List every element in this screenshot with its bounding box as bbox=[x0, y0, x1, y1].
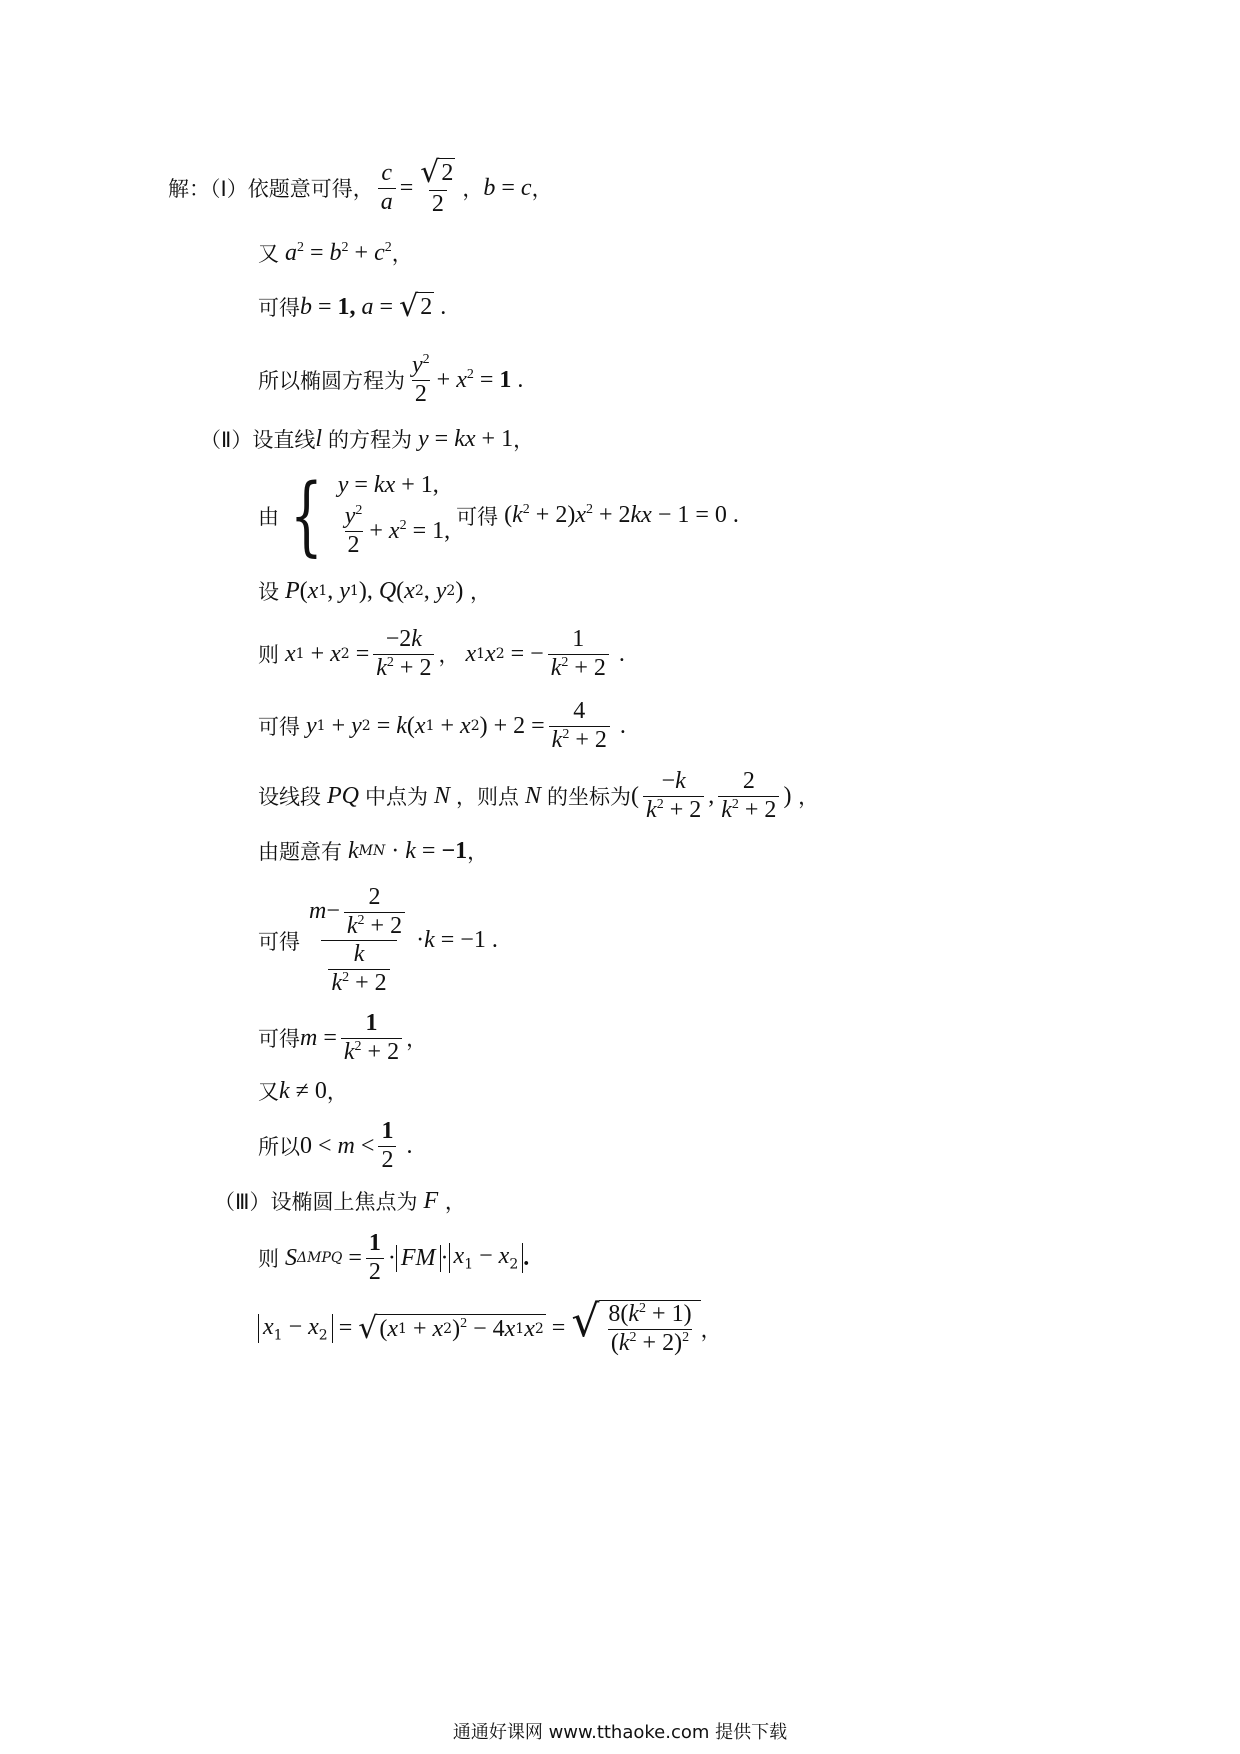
midpoint-text-a: 设线段 bbox=[258, 785, 321, 810]
midpoint-text-d: 的坐标为 bbox=[547, 785, 632, 810]
ratio-c-over-a: $\frac{c}{a}$ bbox=[378, 160, 396, 216]
equation-system: y = kx + 1, $\frac{y^2}{2}$ + $x^2$ = 1, bbox=[337, 472, 451, 558]
solution-part2-system: 由 { y = kx + 1, $\frac{y^2}{2}$ + $x^2$ = 1, 可得 ( $k^2$ + 2) $x^2$ + 2 kx − 1 = 0 . bbox=[258, 465, 739, 566]
solution-part2-line1: （Ⅱ）设直线 l 的方程为 y = kx + 1 ， bbox=[200, 425, 535, 452]
get-text-2: 可得 bbox=[456, 504, 499, 529]
also-text: 又 bbox=[258, 242, 279, 266]
solution-part1-line2: 又 $a^2$ = $b^2$ + $c^2$ ， bbox=[258, 239, 413, 266]
solution-part3-line1: （Ⅲ）设椭圆上焦点为 F ， bbox=[214, 1187, 466, 1214]
solution-part2-perp: 由题意有 k MN · k = −1 ， bbox=[258, 837, 489, 864]
solution-part2-m: 可得 m = $\frac{1}{k^2 + 2}$ ， bbox=[258, 1010, 428, 1065]
solution-part3-abs-diff: $x_1 - x_2$ = √ ( x 1 + x 2 )$^2$ − 4 x 1 x 2 = √ $\frac{8(k^2 + 1)}{(k^2 + 2)^2}$ ， bbox=[258, 1300, 722, 1357]
get-text: 可得 bbox=[258, 296, 300, 320]
y2-over-2: $\frac{y^2}{2}$ bbox=[412, 352, 430, 407]
part2-intro-mid-text: 的方程为 bbox=[328, 428, 413, 452]
page-footer: 通通好课网 www.tthaoke.com 提供下载 bbox=[452, 1722, 788, 1743]
result-text: 所以椭圆方程为 bbox=[258, 369, 405, 394]
solution-part2-ysum: 可得 y 1 + y 2 = k ( x 1 + x 2 ) + 2 = $\frac{4}{k^2 + 2}$ . bbox=[258, 698, 626, 753]
solution-part2-midpoint: 设线段 PQ 中点为 N ，则点 N 的坐标为 ( $\frac{-k}{k^2 + 2}$ , $\frac{2}{k^2 + 2}$ ) ， bbox=[258, 768, 820, 823]
then-text: 则 bbox=[258, 643, 279, 668]
solution-part1-line3: 可得 b = 1, a = √ 2 . bbox=[258, 289, 447, 324]
also-text-2: 又 bbox=[258, 1080, 279, 1104]
solution-part2-complex-frac: 可得 m − $\frac{2}{k^2 + 2}$ $\frac{k}{k^2 + 2}$ · k = −1 . bbox=[258, 884, 498, 996]
solution-part3-area: 则 S ΔMPQ = $\frac{1}{2}$ · FM · $x_1 - x_2$ . bbox=[258, 1230, 530, 1285]
solution-part1-line1: 解：（Ⅰ）依题意可得， $\frac{c}{a}$ = √ 2 2 ， b = c ， bbox=[168, 155, 553, 217]
from-text: 由 bbox=[258, 504, 279, 529]
part1-intro-text: 解：（Ⅰ）依题意可得， bbox=[168, 177, 374, 202]
part2-intro-text: （Ⅱ）设直线 bbox=[200, 428, 316, 452]
midpoint-text-c: ，则点 bbox=[456, 785, 520, 810]
get-text-3: 可得 bbox=[258, 715, 300, 740]
then-text-2: 则 bbox=[258, 1247, 279, 1272]
part3-intro-text: （Ⅲ）设椭圆上焦点为 bbox=[214, 1190, 418, 1214]
sqrt2-over-2: √ 2 2 bbox=[420, 155, 454, 217]
get-text-5: 可得 bbox=[258, 1027, 300, 1052]
solution-part2-vieta: 则 x 1 + x 2 = $\frac{-2k}{k^2 + 2}$ ， x 1 x 2 = − $\frac{1}{k^2 + 2}$ . bbox=[258, 626, 625, 681]
solution-part1-line4: 所以椭圆方程为 $\frac{y^2}{2}$ + $x^2$ = 1 . bbox=[258, 352, 524, 407]
solution-part2-range: 所以 0 < m < $\frac{1}{2}$ . bbox=[258, 1118, 413, 1173]
let-text: 设 bbox=[258, 580, 279, 604]
get-text-4: 可得 bbox=[258, 929, 300, 954]
so-text: 所以 bbox=[258, 1135, 300, 1160]
solution-part2-points: 设 P ( x 1 , y 1 ), Q ( x 2 , y 2 ) ， bbox=[258, 577, 492, 604]
perp-text: 由题意有 bbox=[258, 840, 342, 864]
midpoint-text-b: 中点为 bbox=[365, 785, 428, 810]
solution-part2-k-nonzero: 又 k ≠ 0 ， bbox=[258, 1077, 348, 1104]
